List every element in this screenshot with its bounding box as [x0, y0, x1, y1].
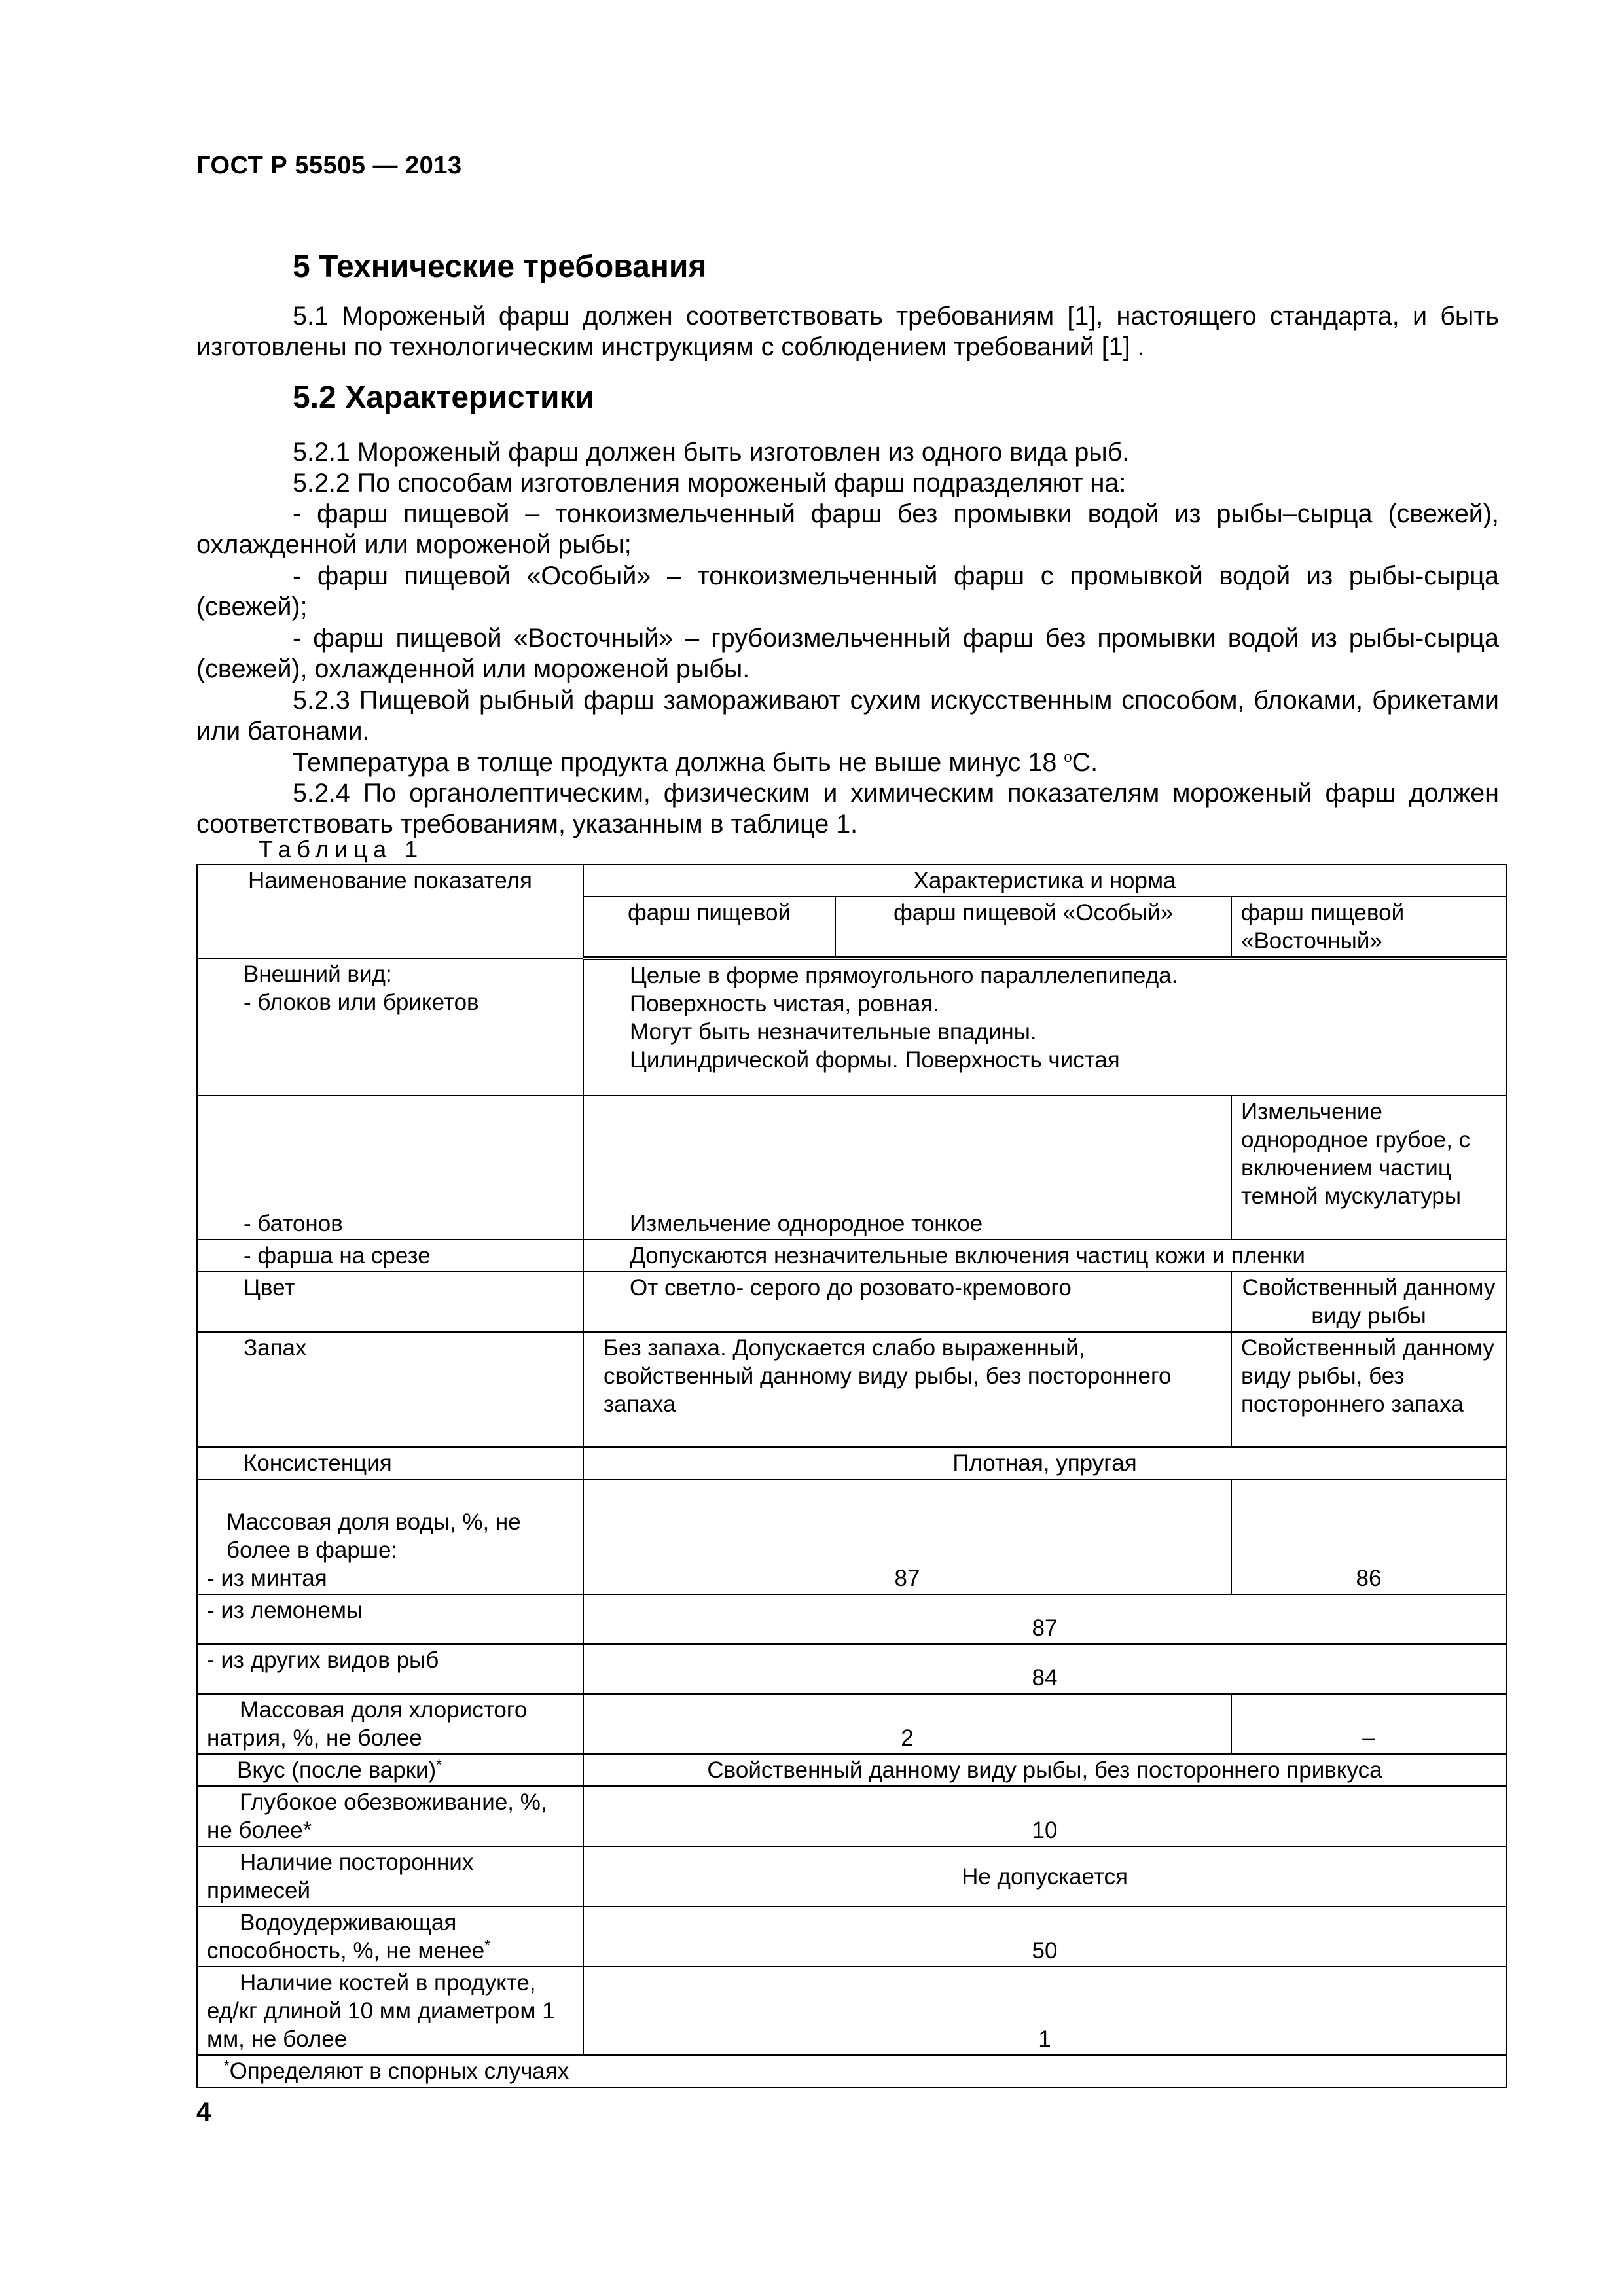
taste-label — [197, 1754, 583, 1786]
degree-mark: o — [1064, 748, 1072, 765]
paragraph-5-1-text: 5.1 Мороженый фарш должен соответствовать требованиям [1], настоящего стандарта, и быть изготовлены по технологическим инструкциям с соблюдением требований [1] . — [196, 302, 1499, 361]
table-row — [197, 1786, 1506, 1846]
list-item-1 — [196, 499, 1499, 560]
water-label: Массовая доля воды, %, не более в фарше: — [226, 1509, 521, 1563]
paragraph-5-2-4-text: 5.2.4 По органолептическим, физическим и химическим показателям мороженый фарш должен соответствовать требованиям, указанным в таблице 1. — [196, 779, 1499, 838]
header-group: Характеристика и норма — [583, 865, 1506, 897]
paragraph-5-2-3 — [196, 685, 1499, 747]
lemonema-value: 87 — [583, 1594, 1506, 1644]
table-row — [197, 1272, 1506, 1332]
pollock-label: - из минтая — [207, 1566, 327, 1591]
salt-label — [197, 1694, 583, 1754]
paragraph-temperature — [196, 747, 1499, 778]
smell-value-vostochny: Свойственный данному виду рыбы, без постороннего запаха — [1231, 1332, 1506, 1447]
table-row — [197, 1594, 1506, 1644]
taste-label-text: Вкус (после варки) — [237, 1757, 437, 1783]
impurities-label-text: Наличие посторонних примесей — [207, 1850, 474, 1903]
list-item-3-text: - фарш пищевой «Восточный» – грубоизмельченный фарш без промывки водой из рыбы-сырца (свежей), охлажденной или мороженой рыбы. — [196, 624, 1499, 683]
appearance-line-4: Цилиндрической формы. Поверхность чистая — [630, 1047, 1120, 1073]
header-col2: фарш пищевой «Особый» — [835, 897, 1231, 958]
texture-value: Плотная, упругая — [583, 1447, 1506, 1479]
list-item-1-text: - фарш пищевой – тонкоизмельченный фарш без промывки водой из рыбы–сырца (свежей), охлажденной или мороженой рыбы; — [196, 499, 1499, 559]
appearance-line-2: Поверхность чистая, ровная. — [630, 991, 939, 1016]
salt-label-text: Массовая доля хлористого натрия, %, не более — [207, 1697, 528, 1751]
paragraph-5-2-1 — [196, 437, 1499, 468]
table-footnote — [197, 2055, 1506, 2087]
cut-value: Допускаются незначительные включения частиц кожи и пленки — [583, 1240, 1506, 1272]
appearance-label: Внешний вид: — [244, 961, 392, 987]
header-col3: фарш пищевой «Восточный» — [1231, 897, 1506, 958]
table-row — [197, 1907, 1506, 1967]
pollock-value-vostochny: 86 — [1231, 1479, 1506, 1594]
appearance-line-3: Могут быть незначительные впадины. — [630, 1019, 1037, 1045]
page-number: 4 — [196, 2098, 211, 2126]
table-row — [197, 1644, 1506, 1694]
blocks-label: - блоков или брикетов — [244, 990, 479, 1015]
water-holding-label — [197, 1907, 583, 1967]
taste-value: Свойственный данному виду рыбы, без постороннего привкуса — [583, 1754, 1506, 1786]
other-fish-label: - из других видов рыб — [197, 1644, 583, 1694]
table-row — [197, 1694, 1506, 1754]
color-value-vostochny: Свойственный данному виду рыбы — [1231, 1272, 1506, 1332]
table-row — [197, 958, 1506, 1096]
temperature-text: Температура в толще продукта должна быть не выше минус 18 — [293, 748, 1064, 777]
paragraph-5-2-3-text: 5.2.3 Пищевой рыбный фарш замораживают сухим искусственным способом, блоками, брикетами или батонами. — [196, 686, 1499, 745]
table-footnote-row — [197, 2055, 1506, 2087]
appearance-cell — [197, 958, 583, 1096]
section-5-2-title: 5.2 Характеристики — [293, 380, 595, 415]
header-col1: фарш пищевой — [583, 897, 835, 958]
water-cell — [197, 1479, 583, 1594]
salt-value: 2 — [583, 1694, 1231, 1754]
smell-label: Запах — [197, 1332, 583, 1447]
table-row — [197, 1447, 1506, 1479]
dehydration-label-text: Глубокое обезвоживание, %, не более* — [207, 1789, 547, 1843]
table-row — [197, 1332, 1506, 1447]
list-item-2-text: - фарш пищевой «Особый» – тонкоизмельченный фарш с промывкой водой из рыбы-сырца (свежей); — [196, 562, 1499, 621]
dehydration-label — [197, 1786, 583, 1846]
pollock-value: 87 — [583, 1479, 1231, 1594]
dehydration-value: 10 — [583, 1786, 1506, 1846]
table-row — [197, 1967, 1506, 2055]
smell-value: Без запаха. Допускается слабо выраженный, свойственный данному виду рыбы, без постороннего запаха — [583, 1332, 1231, 1447]
taste-footnote-mark: * — [436, 1756, 442, 1773]
paragraph-5-2-2 — [196, 468, 1499, 499]
bones-label — [197, 1967, 583, 2055]
appearance-value — [583, 958, 1506, 1096]
paragraph-5-2-2-text: 5.2.2 По способам изготовления мороженый фарш подразделяют на: — [293, 469, 1127, 497]
water-holding-value: 50 — [583, 1907, 1506, 1967]
paragraph-5-2-1-text: 5.2.1 Мороженый фарш должен быть изготовлен из одного вида рыб. — [293, 438, 1130, 467]
impurities-value: Не допускается — [583, 1846, 1506, 1907]
impurities-label — [197, 1846, 583, 1907]
temperature-unit: С. — [1072, 748, 1098, 777]
bones-value: 1 — [583, 1967, 1506, 2055]
table-caption: Таблица 1 — [259, 836, 424, 863]
table-row — [197, 1240, 1506, 1272]
loaves-value: Измельчение однородное тонкое — [583, 1096, 1231, 1240]
color-label: Цвет — [197, 1272, 583, 1332]
footnote-mark: * — [224, 2057, 230, 2074]
paragraph-5-2-4 — [196, 778, 1499, 840]
loaves-label: - батонов — [197, 1096, 583, 1240]
table-row — [197, 1846, 1506, 1907]
table-row — [197, 1754, 1506, 1786]
appearance-line-1: Целые в форме прямоугольного параллелепипеда. — [630, 963, 1178, 988]
table-row — [197, 1096, 1506, 1240]
other-fish-value: 84 — [583, 1644, 1506, 1694]
requirements-table — [196, 864, 1507, 2088]
section-5-title: 5 Технические требования — [293, 249, 707, 284]
paragraph-5-1 — [196, 301, 1499, 363]
document-header: ГОСТ Р 55505 — 2013 — [196, 152, 462, 179]
bones-label-text: Наличие костей в продукте, ед/кг длиной 10 мм диаметром 1 мм, не более — [207, 1970, 555, 2052]
salt-value-vostochny: – — [1231, 1694, 1506, 1754]
list-item-3 — [196, 623, 1499, 685]
water-holding-label-text: Водоудерживающая способность, %, не менее — [207, 1910, 485, 1964]
list-item-2 — [196, 561, 1499, 622]
water-holding-footnote-mark: * — [484, 1937, 490, 1954]
header-indicator: Наименование показателя — [197, 865, 583, 958]
cut-label: - фарша на срезе — [197, 1240, 583, 1272]
loaves-value-vostochny: Измельчение однородное грубое, с включением частиц темной мускулатуры — [1231, 1096, 1506, 1240]
footnote-text: Определяют в спорных случаях — [229, 2058, 569, 2084]
texture-label: Консистенция — [197, 1447, 583, 1479]
color-value: От светло- серого до розовато-кремового — [583, 1272, 1231, 1332]
table-row — [197, 1479, 1506, 1594]
lemonema-label: - из лемонемы — [197, 1594, 583, 1644]
